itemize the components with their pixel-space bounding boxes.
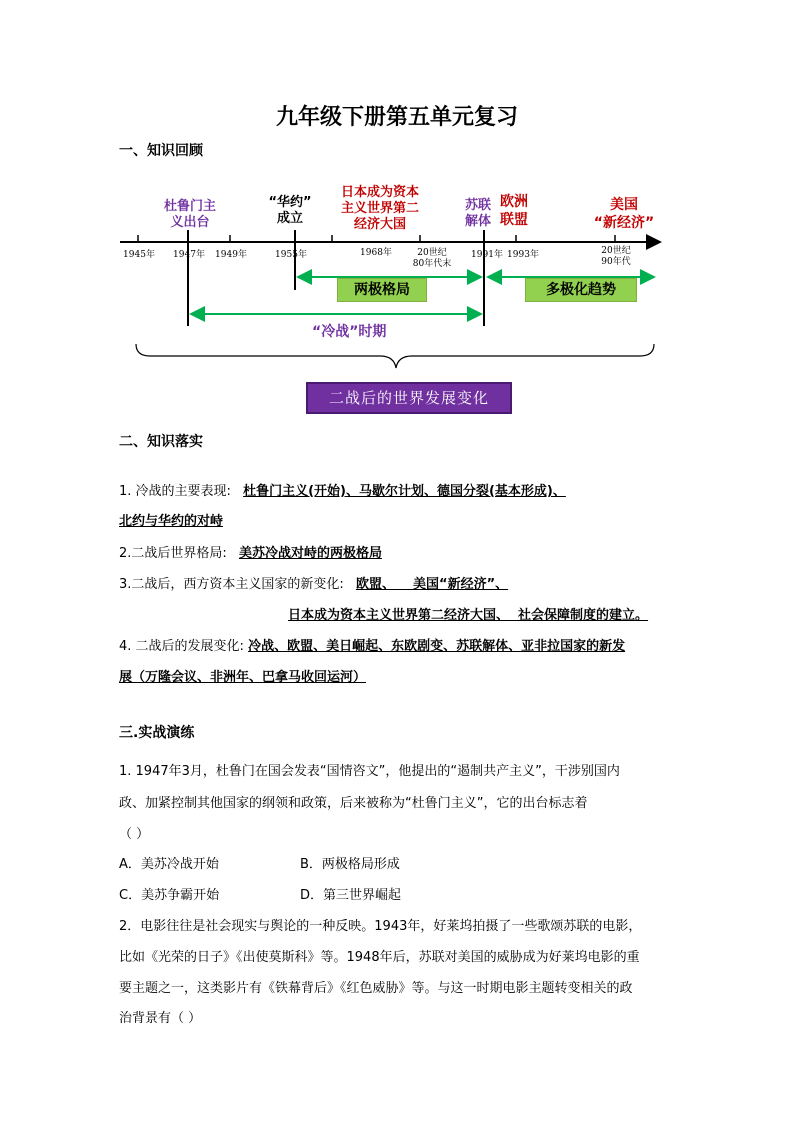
event-warsaw-pact: “华约” 成立 <box>268 195 312 226</box>
multipolar-trend-label: 多极化趋势 <box>525 278 637 302</box>
question-1-blank: （ ） <box>119 827 150 842</box>
event-us-new-economy: 美国 “新经济” <box>593 197 655 231</box>
bipolar-pattern-label: 两极格局 <box>337 278 427 302</box>
year-1980s: 20世纪 80年代末 <box>412 248 452 269</box>
item-4-answer: 冷战、欧盟、美日崛起、东欧剧变、苏联解体、亚非拉国家的新发 <box>248 639 626 654</box>
event-japan-economy: 日本成为资本 主义世界第二 经济大国 <box>340 185 419 232</box>
question-1-option-a[interactable]: A．美苏冷战开始 <box>119 857 219 872</box>
page-title: 九年级下册第五单元复习 <box>275 104 518 130</box>
question-1-line-1: 1. 1947年3月，杜鲁门在国会发表“国情咨文”，他提出的“遏制共产主义”，干涉别国内 <box>119 764 620 779</box>
summary-box: 二战后的世界发展变化 <box>306 382 512 414</box>
question-1-option-d[interactable]: D．第三世界崛起 <box>300 888 402 903</box>
year-1990s: 20世纪 90年代 <box>601 246 631 267</box>
year-1945: 1945年 <box>123 250 155 260</box>
item-4 <box>119 635 625 654</box>
question-2-line-2: 比如《光荣的日子》《出使莫斯科》等。1948年后，苏联对美国的威胁成为好莱坞电影的重 <box>119 950 640 965</box>
event-ussr-collapse: 苏联 解体 <box>464 198 491 229</box>
question-1-option-c[interactable]: C．美苏争霸开始 <box>119 888 220 903</box>
question-2-line-4: 治背景有（ ） <box>119 1011 202 1026</box>
item-1-answer: 杜鲁门主义(开始)、马歇尔计划、德国分裂(基本形成)、 <box>243 484 566 499</box>
item-3-answer-cont: 日本成为资本主义世界第二经济大国、 社会保障制度的建立。 <box>288 608 649 623</box>
item-1 <box>119 480 566 499</box>
item-4-continued <box>119 666 366 685</box>
item-2-answer: 美苏冷战对峙的两极格局 <box>238 546 382 561</box>
year-1955: 1955年 <box>275 250 307 260</box>
summary-brace <box>136 344 654 368</box>
section-heading-exercises: 三.实战演练 <box>119 725 195 741</box>
question-2-line-1: 2．电影往往是社会现实与舆论的一种反映。1943年，好莱坞拍摄了一些歌颂苏联的电影， <box>119 919 642 934</box>
item-3-answer: 欧盟、 美国“新经济”、 <box>355 577 509 592</box>
item-1-continued <box>119 510 223 529</box>
year-1968: 1968年 <box>360 248 392 258</box>
question-1-line-2: 政、加紧控制其他国家的纲领和政策，后来被称为“杜鲁门主义”，它的出台标志着 <box>119 796 588 811</box>
year-1993: 1993年 <box>507 250 539 260</box>
timeline-ticks <box>138 235 615 242</box>
cold-war-period-label: “冷战”时期 <box>312 324 387 340</box>
item-3-label: 3.二战后，西方资本主义国家的新变化: <box>119 577 344 592</box>
item-2 <box>119 542 382 561</box>
section-heading-practice: 二、知识落实 <box>119 434 203 450</box>
section-heading-review: 一、知识回顾 <box>119 143 203 159</box>
event-european-union: 欧洲 联盟 <box>500 194 528 228</box>
item-3-continued <box>288 604 648 623</box>
year-1991: 1991年 <box>471 250 503 260</box>
item-1-label: 1. 冷战的主要表现: <box>119 484 231 499</box>
item-4-answer-cont: 展（万隆会议、非洲年、巴拿马收回运河） <box>119 670 367 685</box>
question-2-line-3: 要主题之一，这类影片有《铁幕背后》《红色威胁》等。与这一时期电影主题转变相关的政 <box>119 981 633 996</box>
year-1947: 1947年 <box>173 250 205 260</box>
item-3 <box>119 573 508 592</box>
item-2-label: 2.二战后世界格局: <box>119 546 227 561</box>
item-1-answer-cont: 北约与华约的对峙 <box>119 514 224 529</box>
event-truman-doctrine: 杜鲁门主 义出台 <box>163 199 216 230</box>
question-1-option-b[interactable]: B．两极格局形成 <box>300 857 400 872</box>
year-1949: 1949年 <box>215 250 247 260</box>
item-4-label: 4. 二战后的发展变化: <box>119 639 244 654</box>
